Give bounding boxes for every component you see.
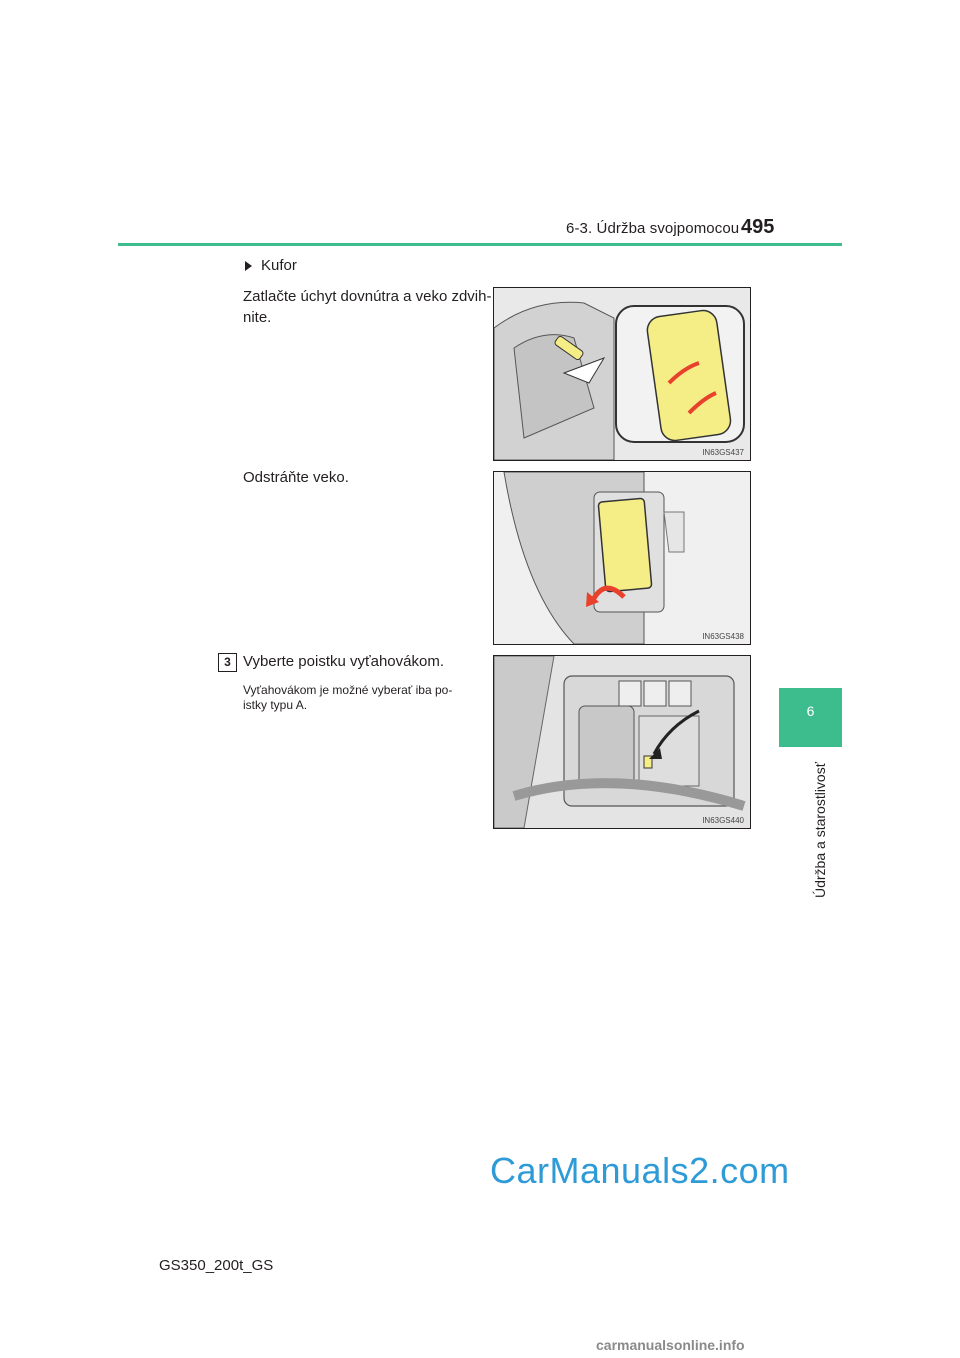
watermark-carmanuals: CarManuals2.com [490, 1150, 790, 1191]
step-2-text: Odstráňte veko. [243, 469, 349, 486]
figure-remove-cover [493, 471, 751, 645]
step-3-note-line1: Vyťahovákom je možné vyberať iba po- [243, 683, 453, 697]
figure-code: IN63GS440 [702, 816, 744, 825]
step-1-text-line2: nite. [243, 309, 272, 326]
bullet-triangle-icon [245, 261, 252, 271]
chapter-title: Údržba a starostlivosť [812, 762, 828, 898]
step-3-note-line2: istky typu A. [243, 698, 308, 712]
chapter-number: 6 [806, 703, 815, 719]
figure-fuse-puller [493, 655, 751, 829]
step-number-badge: 3 [218, 653, 237, 672]
watermark-site: carmanualsonline.info [596, 1337, 745, 1353]
bullet-heading: Kufor [261, 257, 297, 274]
figure-trunk-cover-release [493, 287, 751, 461]
header-rule [118, 243, 842, 246]
section-title: 6-3. Údržba svojpomocou [566, 220, 740, 237]
step-1-text-line1: Zatlačte úchyt dovnútra a veko zdvih- [243, 288, 492, 305]
page-number: 495 [741, 216, 775, 238]
step-3-text: Vyberte poistku vyťahovákom. [243, 653, 444, 670]
figure-code: IN63GS438 [702, 632, 744, 641]
figure-code: IN63GS437 [702, 448, 744, 457]
footer-model: GS350_200t_GS [159, 1257, 274, 1274]
